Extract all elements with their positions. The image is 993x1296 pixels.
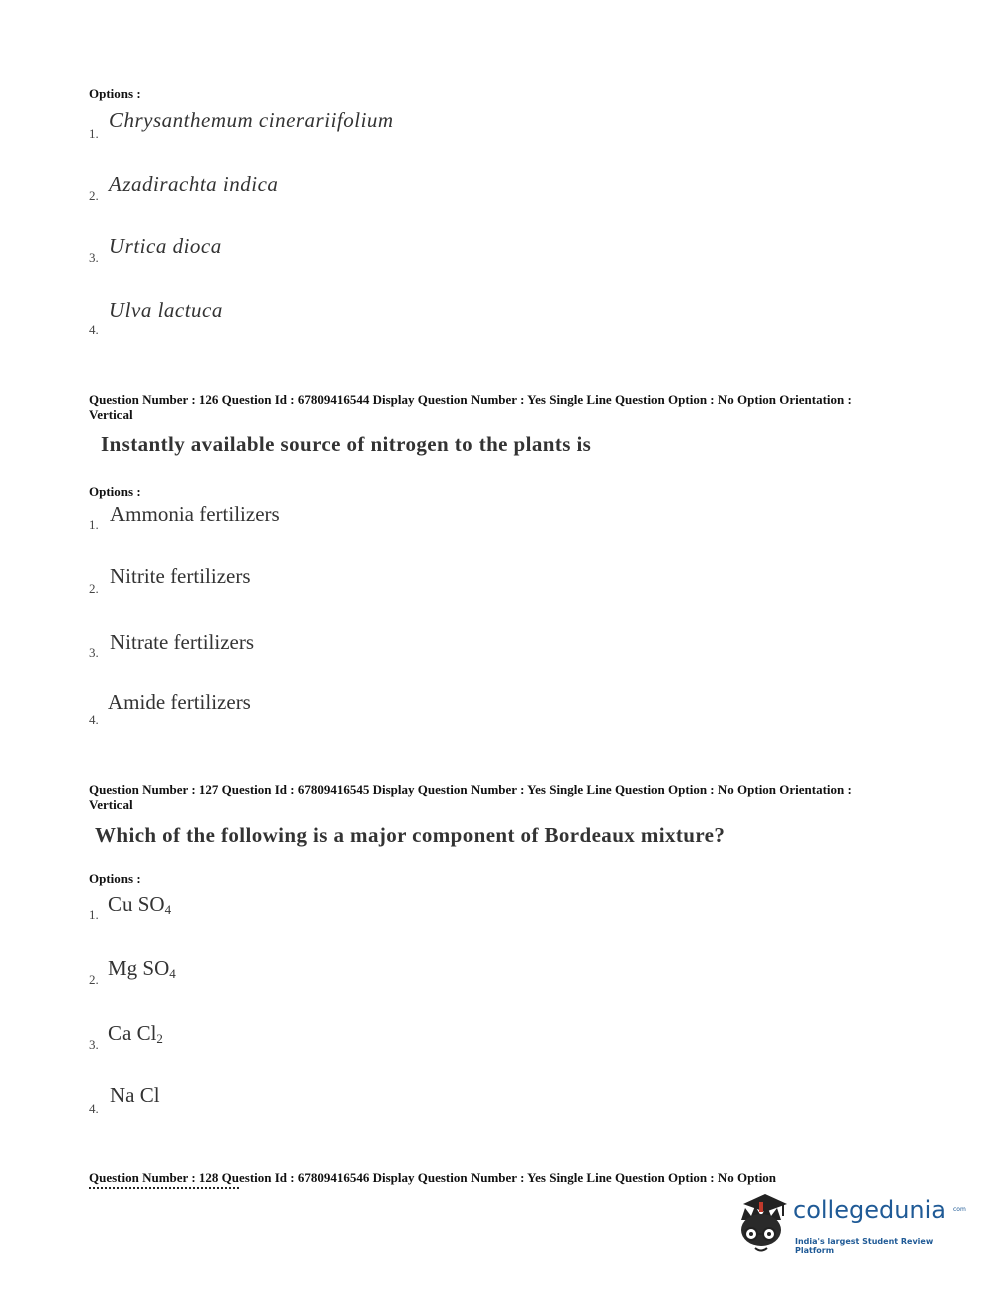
option-number: 1. [89, 126, 99, 141]
logo-mark: com [953, 1206, 966, 1213]
question-meta: Question Number : 127 Question Id : 67809416545 Display Question Number : Yes Single Line Question Option : No Option Orientation : Vertical [89, 782, 852, 812]
option-number: 2. [89, 972, 99, 987]
cutoff-text-fragment [89, 1187, 239, 1191]
options-label: Options : [89, 871, 141, 886]
logo-name: collegedunia [793, 1196, 947, 1224]
option-text: Ca $Cl_2$ [108, 1021, 163, 1046]
option-text: Nitrate fertilizers [110, 630, 255, 654]
logo-tagline: India's largest Student Review Platform [795, 1237, 934, 1255]
option-text: Cu $SO_4$ [108, 892, 172, 917]
option-number: 1. [89, 517, 99, 532]
option-text: Nitrite fertilizers [110, 564, 251, 588]
options-label: Options : [89, 484, 141, 499]
option-number: 2. [89, 581, 99, 596]
option-number: 4. [89, 712, 99, 727]
option-text: Amide fertilizers [108, 690, 251, 714]
options-label: Options : [89, 86, 141, 101]
option-text: Ulva lactuca [109, 298, 223, 322]
question-meta: Question Number : 128 Question Id : 67809416546 Display Question Number : Yes Single Line Question Option : No Option [89, 1170, 777, 1185]
option-text: Ammonia fertilizers [110, 502, 280, 526]
option-text: Azadirachta indica [109, 172, 279, 196]
option-number: 3. [89, 645, 99, 660]
option-text: Na Cl [110, 1083, 160, 1107]
option-text: Urtica dioca [109, 234, 222, 258]
option-number: 4. [89, 1101, 99, 1116]
option-number: 2. [89, 188, 99, 203]
option-number: 3. [89, 1037, 99, 1052]
option-number: 3. [89, 250, 99, 265]
option-text: Mg $SO_4$ [108, 956, 176, 981]
collegedunia-logo [735, 1190, 965, 1260]
mascot-icon [735, 1190, 795, 1260]
question-text: Which of the following is a major component of Bordeaux mixture? [95, 823, 726, 847]
question-text: Instantly available source of nitrogen to the plants is [101, 432, 592, 456]
option-number: 1. [89, 907, 99, 922]
option-text: Chrysanthemum cinerariifolium [109, 108, 394, 132]
question-meta: Question Number : 126 Question Id : 67809416544 Display Question Number : Yes Single Line Question Option : No Option Orientation : Vertical [89, 392, 852, 422]
option-number: 4. [89, 322, 99, 337]
